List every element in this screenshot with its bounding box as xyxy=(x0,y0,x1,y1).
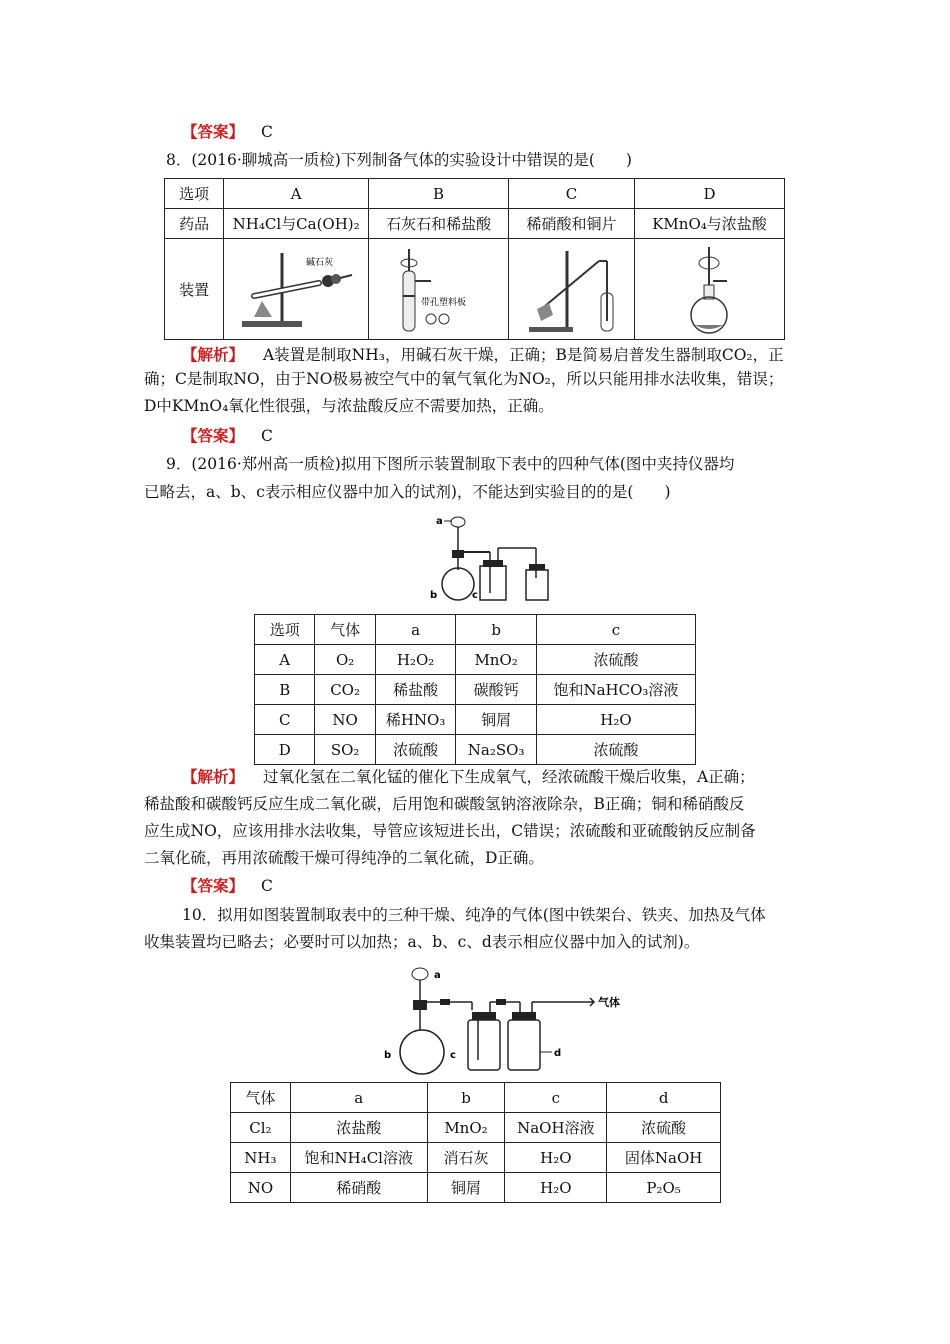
table-cell: 固体NaOH xyxy=(607,1143,721,1173)
q8-explain-1 xyxy=(182,344,784,366)
table-cell: H₂O xyxy=(536,705,695,735)
answer-label: 【答案】 xyxy=(182,426,245,445)
q10-text-2: 收集装置均已略去；必要时可以加热；a、b、c、d表示相应仪器中加入的试剂)。 xyxy=(144,933,700,951)
table-cell: H₂O₂ xyxy=(375,645,456,675)
table-cell: H₂O xyxy=(505,1173,607,1203)
q9-text-1: 9．(2016·郑州高一质检)拟用下图所示装置制取下表中的四种气体(图中夹持仪器均 xyxy=(166,455,735,473)
table-cell: O₂ xyxy=(315,645,375,675)
table-row xyxy=(231,1173,721,1203)
plate-label: 带孔塑料板 xyxy=(421,298,467,308)
q9-explain-1 xyxy=(182,766,755,788)
label-a: a xyxy=(436,516,443,527)
q9-explain-3: 应生成NO，应该用排水法收集，导管应该短进长出，C错误；浓硫酸和亚硫酸钠反应制备 xyxy=(144,822,756,840)
table-cell: D xyxy=(635,179,785,209)
table-cell: NH₃ xyxy=(231,1143,291,1173)
q9-text-2: 已略去，a、b、c表示相应仪器中加入的试剂)，不能达到实验目的的是( ) xyxy=(144,483,671,501)
q10-table xyxy=(230,1082,721,1203)
table-row xyxy=(165,179,785,209)
table-cell: 稀硝酸 xyxy=(290,1173,427,1203)
table-cell: 稀硝酸和铜片 xyxy=(509,209,635,239)
table-cell: P₂O₅ xyxy=(607,1173,721,1203)
table-cell: Cl₂ xyxy=(231,1113,291,1143)
table-cell: a xyxy=(290,1083,427,1113)
explain-label: 【解析】 xyxy=(182,345,245,364)
explain-label: 【解析】 xyxy=(182,767,245,786)
table-row xyxy=(255,615,696,645)
table-cell: 稀盐酸 xyxy=(375,675,456,705)
q10-apparatus-figure xyxy=(380,960,630,1080)
table-cell: 浓硫酸 xyxy=(607,1113,721,1143)
table-cell: C xyxy=(509,179,635,209)
q8-text: 8．(2016·聊城高一质检)下列制备气体的实验设计中错误的是( ) xyxy=(166,151,632,169)
table-cell: 气体 xyxy=(231,1083,291,1113)
label-b: b xyxy=(384,1050,392,1061)
table-row xyxy=(231,1113,721,1143)
q9-table xyxy=(254,614,696,765)
table-cell: B xyxy=(369,179,509,209)
answer-line-1 xyxy=(182,121,273,143)
answer-line-3 xyxy=(182,875,273,897)
label-a: a xyxy=(434,970,441,981)
apparatus-b-cell xyxy=(369,239,509,340)
table-cell: b xyxy=(427,1083,505,1113)
apparatus-b-image xyxy=(369,241,507,337)
table-cell: 选项 xyxy=(255,615,315,645)
table-cell: 饱和NaHCO₃溶液 xyxy=(536,675,695,705)
table-cell: 饱和NH₄Cl溶液 xyxy=(290,1143,427,1173)
label-b: b xyxy=(430,590,438,601)
table-cell: d xyxy=(607,1083,721,1113)
answer-value: C xyxy=(260,877,273,895)
table-cell: 浓硫酸 xyxy=(375,735,456,765)
table-cell: MnO₂ xyxy=(456,645,537,675)
table-row xyxy=(231,1143,721,1173)
table-cell: H₂O xyxy=(505,1143,607,1173)
apparatus-a-image xyxy=(224,241,364,337)
table-row xyxy=(255,705,696,735)
apparatus-c-image xyxy=(509,241,633,337)
q9-explain-2: 稀盐酸和碳酸钙反应生成二氧化碳，后用饱和碳酸氢钠溶液除杂，B正确；铜和稀硝酸反 xyxy=(144,795,745,813)
table-cell: NaOH溶液 xyxy=(505,1113,607,1143)
table-row xyxy=(165,209,785,239)
table-cell: D xyxy=(255,735,315,765)
table-row xyxy=(231,1083,721,1113)
table-cell: Na₂SO₃ xyxy=(456,735,537,765)
explain-text: A装置是制取NH₃，用碱石灰干燥，正确；B是简易启普发生器制取CO₂，正 xyxy=(262,346,784,364)
table-cell: b xyxy=(456,615,537,645)
table-cell: c xyxy=(536,615,695,645)
table-cell: 石灰石和稀盐酸 xyxy=(369,209,509,239)
answer-value: C xyxy=(260,427,273,445)
gas-label: 气体 xyxy=(598,996,620,1009)
table-cell: 浓硫酸 xyxy=(536,645,695,675)
table-cell: KMnO₄与浓盐酸 xyxy=(635,209,785,239)
table-cell: 装置 xyxy=(165,239,224,340)
label-c: c xyxy=(472,590,478,601)
table-cell: 浓盐酸 xyxy=(290,1113,427,1143)
table-cell: NO xyxy=(231,1173,291,1203)
answer-value: C xyxy=(260,123,273,141)
apparatus-d-image xyxy=(635,241,783,337)
table-cell: 选项 xyxy=(165,179,224,209)
apparatus-c-cell xyxy=(509,239,635,340)
table-cell: NH₄Cl与Ca(OH)₂ xyxy=(224,209,369,239)
answer-label: 【答案】 xyxy=(182,122,245,141)
q8-explain-3: D中KMnO₄氧化性很强，与浓盐酸反应不需要加热，正确。 xyxy=(144,397,554,415)
table-cell: NO xyxy=(315,705,375,735)
table-row xyxy=(255,735,696,765)
table-cell: c xyxy=(505,1083,607,1113)
table-cell: 稀HNO₃ xyxy=(375,705,456,735)
soda-lime-label: 碱石灰 xyxy=(306,258,334,268)
answer-label: 【答案】 xyxy=(182,876,245,895)
table-row xyxy=(165,239,785,340)
q9-explain-4: 二氧化硫，再用浓硫酸干燥可得纯净的二氧化硫，D正确。 xyxy=(144,849,544,867)
table-row xyxy=(255,645,696,675)
q10-text-1: 10．拟用如图装置制取表中的三种干燥、纯净的气体(图中铁架台、铁夹、加热及气体 xyxy=(182,906,766,924)
table-cell: A xyxy=(224,179,369,209)
table-cell: 气体 xyxy=(315,615,375,645)
table-cell: 铜屑 xyxy=(456,705,537,735)
table-cell: 消石灰 xyxy=(427,1143,505,1173)
table-cell: 碳酸钙 xyxy=(456,675,537,705)
table-cell: A xyxy=(255,645,315,675)
label-d: d xyxy=(554,1048,562,1059)
table-cell: CO₂ xyxy=(315,675,375,705)
explain-text: 过氧化氢在二氧化锰的催化下生成氧气，经浓硫酸干燥后收集，A正确； xyxy=(262,768,755,786)
q9-apparatus-figure xyxy=(430,508,560,608)
table-cell: B xyxy=(255,675,315,705)
table-cell: a xyxy=(375,615,456,645)
apparatus-a-cell xyxy=(224,239,369,340)
apparatus-d-cell xyxy=(635,239,785,340)
table-cell: SO₂ xyxy=(315,735,375,765)
table-cell: C xyxy=(255,705,315,735)
q8-explain-2: 确；C是制取NO，由于NO极易被空气中的氧气氧化为NO₂，所以只能用排水法收集，错误； xyxy=(144,370,784,388)
answer-line-2 xyxy=(182,425,273,447)
label-c: c xyxy=(450,1050,456,1061)
table-cell: 铜屑 xyxy=(427,1173,505,1203)
table-cell: 浓硫酸 xyxy=(536,735,695,765)
table-cell: MnO₂ xyxy=(427,1113,505,1143)
q8-table xyxy=(164,178,785,340)
table-cell: 药品 xyxy=(165,209,224,239)
table-row xyxy=(255,675,696,705)
